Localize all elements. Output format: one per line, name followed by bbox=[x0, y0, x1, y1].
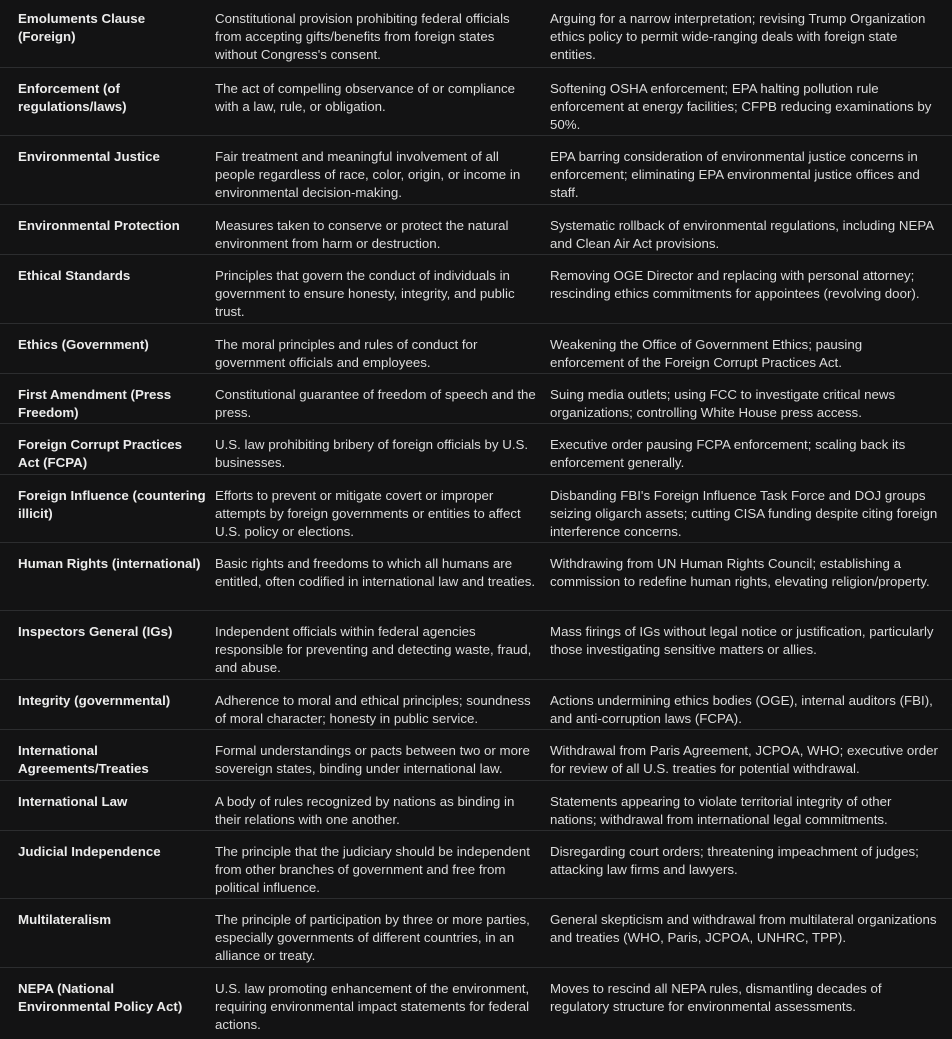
definition-cell: Constitutional guarantee of freedom of speech and the press. bbox=[215, 387, 536, 420]
definition-cell: Measures taken to conserve or protect the natural environment from harm or destruction. bbox=[215, 218, 509, 251]
action-cell: Removing OGE Director and replacing with personal attorney; rescinding ethics commitments for appointees (revolving door). bbox=[550, 268, 920, 301]
term-cell: NEPA (National Environmental Policy Act) bbox=[18, 981, 183, 1014]
definition-cell: Constitutional provision prohibiting federal officials from accepting gifts/benefits from foreign states without Congress's consent. bbox=[215, 11, 510, 62]
table-row bbox=[0, 475, 952, 543]
term-cell: Emoluments Clause (Foreign) bbox=[18, 11, 146, 44]
term-cell: Inspectors General (IGs) bbox=[18, 624, 173, 639]
action-cell: Mass firings of IGs without legal notice or justification, particularly those investigating sensitive matters or allies. bbox=[550, 624, 934, 657]
definition-cell: The act of compelling observance of or compliance with a law, rule, or obligation. bbox=[215, 81, 516, 114]
term-cell: Human Rights (international) bbox=[18, 556, 201, 571]
term-cell: International Law bbox=[18, 794, 128, 809]
term-cell: Foreign Corrupt Practices Act (FCPA) bbox=[18, 437, 183, 470]
action-cell: Systematic rollback of environmental regulations, including NEPA and Clean Air Act provisions. bbox=[550, 218, 934, 251]
action-cell: Weakening the Office of Government Ethics; pausing enforcement of the Foreign Corrupt Practices Act. bbox=[550, 337, 863, 370]
action-cell: Disbanding FBI's Foreign Influence Task Force and DOJ groups seizing oligarch assets; cutting CISA funding despite citing foreign interference concerns. bbox=[550, 488, 938, 539]
action-cell: General skepticism and withdrawal from multilateral organizations and treaties (WHO, Paris, JCPOA, UNHRC, TPP). bbox=[550, 912, 937, 945]
table-row bbox=[0, 781, 952, 831]
action-cell: EPA barring consideration of environmental justice concerns in enforcement; eliminating EPA environmental justice offices and staff. bbox=[550, 149, 920, 200]
table-row bbox=[0, 831, 952, 899]
table-row bbox=[0, 136, 952, 205]
definition-cell: Basic rights and freedoms to which all humans are entitled, often codified in international law and treaties. bbox=[215, 556, 536, 589]
action-cell: Arguing for a narrow interpretation; revising Trump Organization ethics policy to permit wide-ranging deals with foreign state entities. bbox=[550, 11, 926, 62]
table-row bbox=[0, 730, 952, 781]
table-row bbox=[0, 543, 952, 611]
action-cell: Disregarding court orders; threatening impeachment of judges; attacking law firms and lawyers. bbox=[550, 844, 919, 877]
term-cell: Multilateralism bbox=[18, 912, 112, 927]
definition-cell: Adherence to moral and ethical principles; soundness of moral character; honesty in public service. bbox=[215, 693, 531, 726]
table-row bbox=[0, 205, 952, 255]
term-cell: Enforcement (of regulations/laws) bbox=[18, 81, 127, 114]
action-cell: Statements appearing to violate territorial integrity of other nations; withdrawal from international legal commitments. bbox=[550, 794, 892, 827]
term-cell: International Agreements/Treaties bbox=[18, 743, 149, 776]
table-row bbox=[0, 0, 952, 68]
table-row bbox=[0, 424, 952, 475]
term-cell: Environmental Justice bbox=[18, 149, 160, 164]
term-cell: First Amendment (Press Freedom) bbox=[18, 387, 172, 420]
definition-cell: The moral principles and rules of conduct for government officials and employees. bbox=[215, 337, 478, 370]
definition-cell: Formal understandings or pacts between two or more sovereign states, binding under international law. bbox=[215, 743, 530, 776]
definition-cell: A body of rules recognized by nations as binding in their relations with one another. bbox=[215, 794, 515, 827]
table-row bbox=[0, 324, 952, 374]
table-row bbox=[0, 968, 952, 1036]
table-row bbox=[0, 255, 952, 324]
definition-cell: Principles that govern the conduct of individuals in government to ensure honesty, integrity, and public trust. bbox=[215, 268, 515, 319]
action-cell: Actions undermining ethics bodies (OGE), internal auditors (FBI), and anti-corruption laws (FCPA). bbox=[550, 693, 933, 726]
table-row bbox=[0, 68, 952, 136]
definition-cell: The principle of participation by three or more parties, especially governments of different countries, in an alliance or treaty. bbox=[215, 912, 530, 963]
action-cell: Executive order pausing FCPA enforcement; scaling back its enforcement generally. bbox=[550, 437, 906, 470]
definition-cell: Independent officials within federal agencies responsible for preventing and detecting waste, fraud, and abuse. bbox=[215, 624, 532, 675]
term-cell: Judicial Independence bbox=[18, 844, 161, 859]
definition-cell: U.S. law promoting enhancement of the environment, requiring environmental impact statements for federal actions. bbox=[215, 981, 530, 1032]
definition-cell: U.S. law prohibiting bribery of foreign officials by U.S. businesses. bbox=[215, 437, 529, 470]
action-cell: Moves to rescind all NEPA rules, dismantling decades of regulatory structure for environmental assessments. bbox=[550, 981, 882, 1014]
definition-cell: Efforts to prevent or mitigate covert or improper attempts by foreign governments or entities to affect U.S. policy or elections. bbox=[215, 488, 521, 539]
action-cell: Softening OSHA enforcement; EPA halting pollution rule enforcement at energy facilities; CFPB reducing examinations by 50%. bbox=[550, 81, 932, 132]
term-cell: Ethics (Government) bbox=[18, 337, 149, 352]
table-row bbox=[0, 899, 952, 968]
action-cell: Suing media outlets; using FCC to investigate critical news organizations; controlling White House press access. bbox=[550, 387, 896, 420]
table-row bbox=[0, 611, 952, 680]
definition-cell: Fair treatment and meaningful involvement of all people regardless of race, color, origin, or income in environmental decision-making. bbox=[215, 149, 521, 200]
action-cell: Withdrawal from Paris Agreement, JCPOA, WHO; executive order for review of all U.S. treaties for potential withdrawal. bbox=[550, 743, 938, 776]
term-cell: Foreign Influence (countering illicit) bbox=[18, 488, 206, 521]
table-row bbox=[0, 374, 952, 424]
action-cell: Withdrawing from UN Human Rights Council; establishing a commission to redefine human rights, elevating religion/property. bbox=[550, 556, 930, 589]
table-row bbox=[0, 680, 952, 730]
term-cell: Ethical Standards bbox=[18, 268, 131, 283]
definition-cell: The principle that the judiciary should be independent from other branches of government and free from political influence. bbox=[215, 844, 530, 895]
term-cell: Integrity (governmental) bbox=[18, 693, 171, 708]
term-cell: Environmental Protection bbox=[18, 218, 180, 233]
